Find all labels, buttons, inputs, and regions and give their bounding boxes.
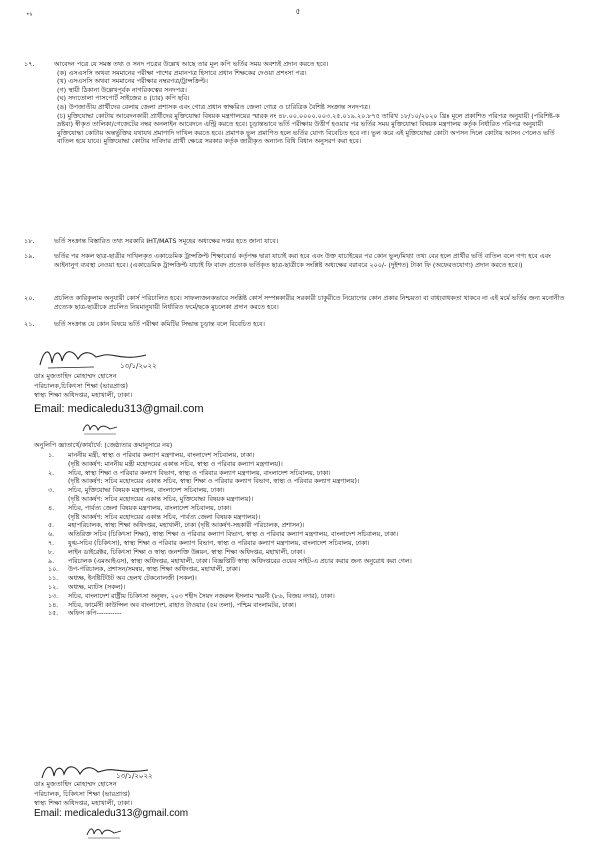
clause-text: প্রচলিত কারিকুলাম অনুযায়ী কোর্স পরিচালিত হবে। সাফল্যজনকভাবে সংশ্লিষ্ট কোর্স সম্পন্নকারীর সরকারী চাকুরীতে নিয়োগের কোন প্রকার নিশ্চয়তা বা বাধ্যবাধকতা থাকবে না এই মর্মে ভর্তির জন্য মনোনীত প্রত্যেক ছাত্র-ছাত্রীকে প্রচলিত নিয়মানুযায়ী নির্ধারিত ফর্মে/ছকে মুচলেকা প্রদান করতে হবে। [54,294,565,311]
initials-mark [84,824,124,840]
clause-number: ১৮. [24,237,35,245]
sub-item: (চ) মুক্তিযোদ্ধা কোটায় আবেদনকারী প্রার্থীদের মুক্তিযোদ্ধা বিষয়ক মন্ত্রণালয়ের স্মারক নং ৪৮.০০.০০০০.০০৩.২৫.০১৯.২০.৮৭৫ তারিখ ১৮/১০/২০২০ খ্রিঃ মূলে প্রকাশিত পরিপত্র অনুযায়ী (পরিশিষ্ট-ক দ্রষ্টব্য) স্বীকৃত তালিকা/গেজেটের নম্বর অনলাইন আবেদনে এন্ট্রি করতে হবে। চূড়ান্তভাবে ভর্তি পরীক্ষায় উত্তীর্ণ হওয়ার পর ভর্তির সময় মুক্তিযোদ্ধা বিষয়ক মন্ত্রণালয় কর্তৃক নির্ধারিত পরিপত্র অনুযায়ী মুক্তিযোদ্ধা কোটায় অন্তর্ভুক্তির যথাযথ প্রমাণাদি দাখিল করতে হবে। প্রমাণক ভুল প্রমাণিত হলে ভর্তির যোগ্য বিবেচিত হবে না। ভুল করে এই মুক্তিযোদ্ধা কোটা অপসন দিলে কোটায় আসন পেলেও ভর্তি বাতিল হয়ে যাবে। মুক্তিযোদ্ধা কোটার দাবিদার প্রার্থী ক্ষেত্রে সরকার কর্তৃক জারীকৃত অন্যান্য বিধি বিধান অনুসরণ করা হবে। [57,111,560,146]
cc-item: ৪. সচিব, পার্বত্য জেলা বিষয়ক মন্ত্রণালয়, বাংলাদেশ সচিবালয়, ঢাকা। (দৃষ্টি আকর্ষণ: সচিব মহোদয়ের একান্ত সচিব, পার্বত্য জেলা বিষয়ক মন্ত্রণালয়)। [48,504,261,521]
sub-item: (ঘ) সদ্যতোলা পাসপোর্ট সাইজের ৪ (চার) কপি ছবি। [57,94,190,103]
cc-item: ৯. পরিচালক (এমআইএস), স্বাস্থ্য অধিদপ্তর, মহাখালী, ঢাকা। বিজ্ঞপ্তিটি স্বাস্থ্য অধিদপ্তরের ওয়েব সাইট-এ প্রচার করার জন্য অনুরোধ করা গেল। [48,557,412,565]
signatory-designation: পরিচালক,চিকিৎসা শিক্ষা (ভারপ্রাপ্ত) [34,381,128,390]
cc-item: ১২. অধ্যক্ষ, ম্যাটস (সকল)। [48,583,126,591]
signatory-name: ডাঃ মুজতাহিদ মোহাম্মদ হোসেন [34,780,117,788]
cc-item: ২. সচিব, স্বাস্থ্য শিক্ষা ও পরিবার কল্যাণ বিভাগ, স্বাস্থ্য ও পরিবার কল্যাণ মন্ত্রণালয়, বাংলাদেশ সচিবালয়, ঢাকা। (দৃষ্টি আকর্ষণ: সচিব মহোদয়ের একান্ত সচিব, স্বাস্থ্য শিক্ষা ও পরিবার কল্যাণ বিভাগ, স্বাস্থ্য ও পরিবার কল্যাণ মন্ত্রণালয়)। [48,469,360,486]
signature-date: ১৩/১/২০২২ [116,772,153,780]
signatory-designation: পরিচালক, চিকিৎসা শিক্ষা (ভারপ্রাপ্ত) [34,789,130,798]
signatory-block [34,780,132,809]
corner-mark: •৳ [26,11,33,18]
clause-number: ২১. [24,320,35,328]
clause-text: ভর্তি সংক্রান্ত বিস্তারিত তথ্য সরকারি IHT/MATS সমূহের অধ্যক্ষের দপ্তর হতে জানা যাবে। [54,237,279,245]
initials-mark [80,420,120,436]
cc-title: অনুলিপি জ্ঞাতার্থে/কার্যার্থে: (জেষ্ঠ্যতার ক্রমানুসারে নয়) [34,441,173,449]
cc-item: ৩. সচিব, মুক্তিযোদ্ধা বিষয়ক মন্ত্রণালয়, বাংলাদেশ সচিবালয়, ঢাকা। (দৃষ্টি আকর্ষণ: সচিব মহোদয়ের একান্ত সচিব, মুক্তিযোদ্ধা বিষয়ক মন্ত্রণালয়)। [48,487,254,503]
cc-item: ৫. মহাপরিচালক, স্বাস্থ্য শিক্ষা অধিদপ্তর, মহাখালী, ঢাকা (দৃষ্টি আকর্ষণ-সহকারী পরিচালক, প্রশাসন)। [48,522,305,530]
signatory-office: স্বাস্থ্য শিক্ষা অধিদপ্তর, মহাখালী, ঢাকা। [34,799,133,807]
clause-number: ১৭. [24,60,35,68]
sub-item: (খ) এসএসসি অথবা সমমানের পরীক্ষার নম্বরপত্র/ট্রান্সক্রিপ্ট। [57,77,208,86]
clause-number: ২০. [24,294,35,302]
sub-item: (ক) এসএসসি অথবা সমমানের পরীক্ষা পাশের প্রমানপত্র হিসাবে প্রধান শিক্ষকের দেওয়া প্রশংসা পত্র। [57,68,307,77]
signatory-office: স্বাস্থ্য শিক্ষা অধিদপ্তর, মহাখালী, ঢাকা। [34,391,133,399]
page-number: ৫ [295,7,301,16]
clause-number: ১৯. [24,252,35,260]
cc-list [48,452,576,619]
cc-item: ১৩. সচিব, বাংলাদেশ রাষ্ট্রীয় চিকিৎসা অনুষদ, ২০৩ শহীদ সৈয়দ নজরুল ইসলাম স্মরনী (৮৬, বিজয় নগর), ঢাকা। [48,592,335,600]
cc-item: ১১. অধ্যক্ষ, ইনষ্টিটিউট অব হেলথ টেকনোলজী (সকল)। [48,575,197,583]
cc-item: ১০. উপ-পরিচালক, প্রশাসন/সমন্বয়, স্বাস্থ্য শিক্ষা অধিদপ্তর, মহাখালী, ঢাকা। [48,566,241,574]
cc-item: ১৪. সচিব, ফার্মেসী কাউন্সিল অব বাংলাদেশ, রাহাত টাওয়ার (৫ম তলা), পশ্চিম বাংলামটর, ঢাকা। [48,601,297,609]
signatory-email: Email: medicaledu313@gmail.com [34,403,204,415]
cc-item: ৭. যুগ্ম-সচিব (চিকিৎসা), স্বাস্থ্য শিক্ষা ও পরিবার কল্যাণ বিভাগ, স্বাস্থ্য ও পরিবার কল্যাণ মন্ত্রণালয়, বাংলাদেশ সচিবালয়, ঢাকা। [48,539,370,547]
clause-text: ভর্তি সংক্রান্ত যে কোন বিষয়ে ভর্তি পরীক্ষা কমিটির সিদ্ধান্ত চূড়ান্ত বলে বিবেচিত হবে। [54,320,265,328]
cc-item: ১৫. অফিস কপি----------- [48,610,122,618]
signatory-email: Email: medicaledu313@gmail.com [34,808,189,819]
clause-text: ভর্তির পর সকল ছাত্র-ছাত্রীর দাখিলকৃত একাডেমিক ট্রান্সক্রিপ্ট শিক্ষাবোর্ড কর্তৃপক্ষ দ্বারা যাচাই করা হবে এবং উক্ত যাচাইয়ের পর কোন ভুল/মিথ্যা তথ্য বের হলে প্রার্থীর ভর্তি বাতিল বলে গণ্য হবে এবং আইনানুগ ব্যবস্থা নেওয়া হবে। (একাডেমিক ট্রান্সক্রিপ্ট যাচাই ফি বাবদ প্রত্যেক ভর্তিকৃত ছাত্র-ছাত্রীকে সংশ্লিষ্ট অধ্যক্ষের বরাবরে ২০০/- (দুইশত) টাকা ফি (অফেরতযোগ্য) প্রদান করতে হবে।) [54,252,551,269]
cc-item: ৬. অতিরিক্ত সচিব (চিকিৎসা শিক্ষা), স্বাস্থ্য শিক্ষা ও পরিবার কল্যাণ বিভাগ, স্বাস্থ্য ও পরিবার কল্যাণ মন্ত্রণালয়, বাংলাদেশ সচিবালয়, ঢাকা। [48,531,399,539]
cc-item: ১. মাননীয় মন্ত্রী, স্বাস্থ্য ও পরিবার কল্যাণ মন্ত্রণালয়, বাংলাদেশ সচিবালয়, ঢাকা। (দৃষ্টি আকর্ষণ: মাননীয় মন্ত্রী মহোদয়ের একান্ত সচিব, স্বাস্থ্য ও পরিবার কল্যাণ মন্ত্রণালয়)। [48,452,283,468]
cc-item: ৮. লাইন ডাইরেক্টর, চিকিৎসা শিক্ষা ও স্বাস্থ্য জনশক্তি উন্নয়ন, স্বাস্থ্য শিক্ষা অধিদপ্তর, মহাখালী, ঢাকা। [48,548,305,556]
sub-item: (গ) স্থায়ী ঠিকানা উল্লেখপূর্বক নাগরিকত্বের সনদপত্র। [57,85,187,94]
signatory-name: ডাঃ মুজতাহিদ মোহাম্মদ হোসেন [34,372,117,380]
signature-date: ১৩/১/২০২২ [120,362,157,370]
signatory-block [34,372,132,401]
sub-item: (ঙ) উপজাতীয় প্রার্থীদের বেলায় জেলা প্রশাসক এবং গোত্র প্রধান স্বাক্ষরিত জেলা গোত্র ও চারিত্রিক বৈশিষ্ট সংক্রান্ত সনদপত্র। [57,102,371,111]
clause-text: আবেদন পত্রে যে সমস্ত তথ্য ও সনদ পত্রের উল্লেখ আছে তার মূল কপি ভর্তির সময় অবশ্যই প্রদান করতে হবে। [54,60,329,68]
